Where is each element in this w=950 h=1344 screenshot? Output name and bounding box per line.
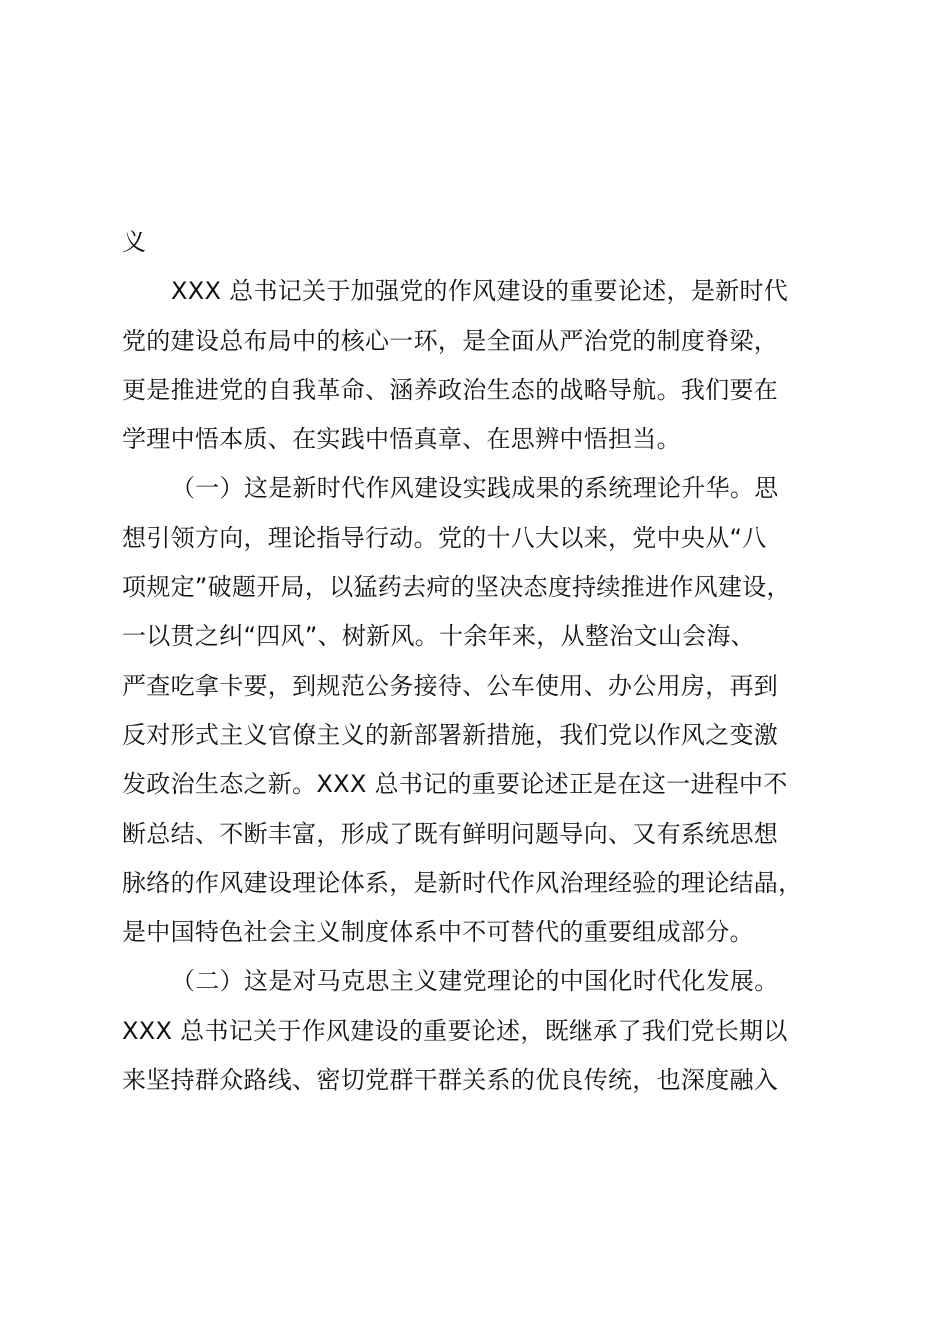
text-line: 想引领方向，理论指导行动。党的十八大以来，党中央从“八 <box>122 523 767 552</box>
text-line: XXX 总书记关于作风建设的重要论述，既继承了我们党长期以 <box>122 1016 788 1045</box>
text-line: 更是推进党的自我革命、涵养政治生态的战略导航。我们要在 <box>122 375 779 404</box>
text-line: 义 <box>122 228 147 256</box>
paragraph-first-line: XXX 总书记关于加强党的作风建设的重要论述，是新时代 <box>171 277 789 306</box>
text-line: 来坚持群众路线、密切党群干群关系的优良传统，也深度融入 <box>122 1066 779 1095</box>
text-line: 断总结、不断丰富，形成了既有鲜明问题导向、又有系统思想 <box>122 819 779 848</box>
text-line: 一以贯之纠“四风”、树新风。十余年来，从整治文山会海、 <box>122 622 755 651</box>
text-line: 党的建设总布局中的核心一环，是全面从严治党的制度脊梁， <box>122 326 779 355</box>
text-line: 发政治生态之新。XXX 总书记的重要论述正是在这一进程中不 <box>122 770 788 799</box>
section-heading-1: （一）这是新时代作风建设实践成果的系统理论升华。思 <box>171 474 779 503</box>
text-line: 反对形式主义官僚主义的新部署新措施，我们党以作风之变激 <box>122 720 779 749</box>
text-line: 项规定”破题开局，以猛药去疴的坚决态度持续推进作风建设， <box>122 573 791 602</box>
section-heading-2: （二）这是对马克思主义建党理论的中国化时代化发展。 <box>171 967 779 996</box>
text-line: 学理中悟本质、在实践中悟真章、在思辨中悟担当。 <box>122 425 681 454</box>
text-line: 是中国特色社会主义制度体系中不可替代的重要组成部分。 <box>122 918 754 947</box>
document-body <box>122 218 834 1105</box>
text-line: 脉络的作风建设理论体系，是新时代作风治理经验的理论结晶， <box>122 868 803 897</box>
text-line: 严查吃拿卡要，到规范公务接待、公车使用、办公用房，再到 <box>122 671 779 700</box>
